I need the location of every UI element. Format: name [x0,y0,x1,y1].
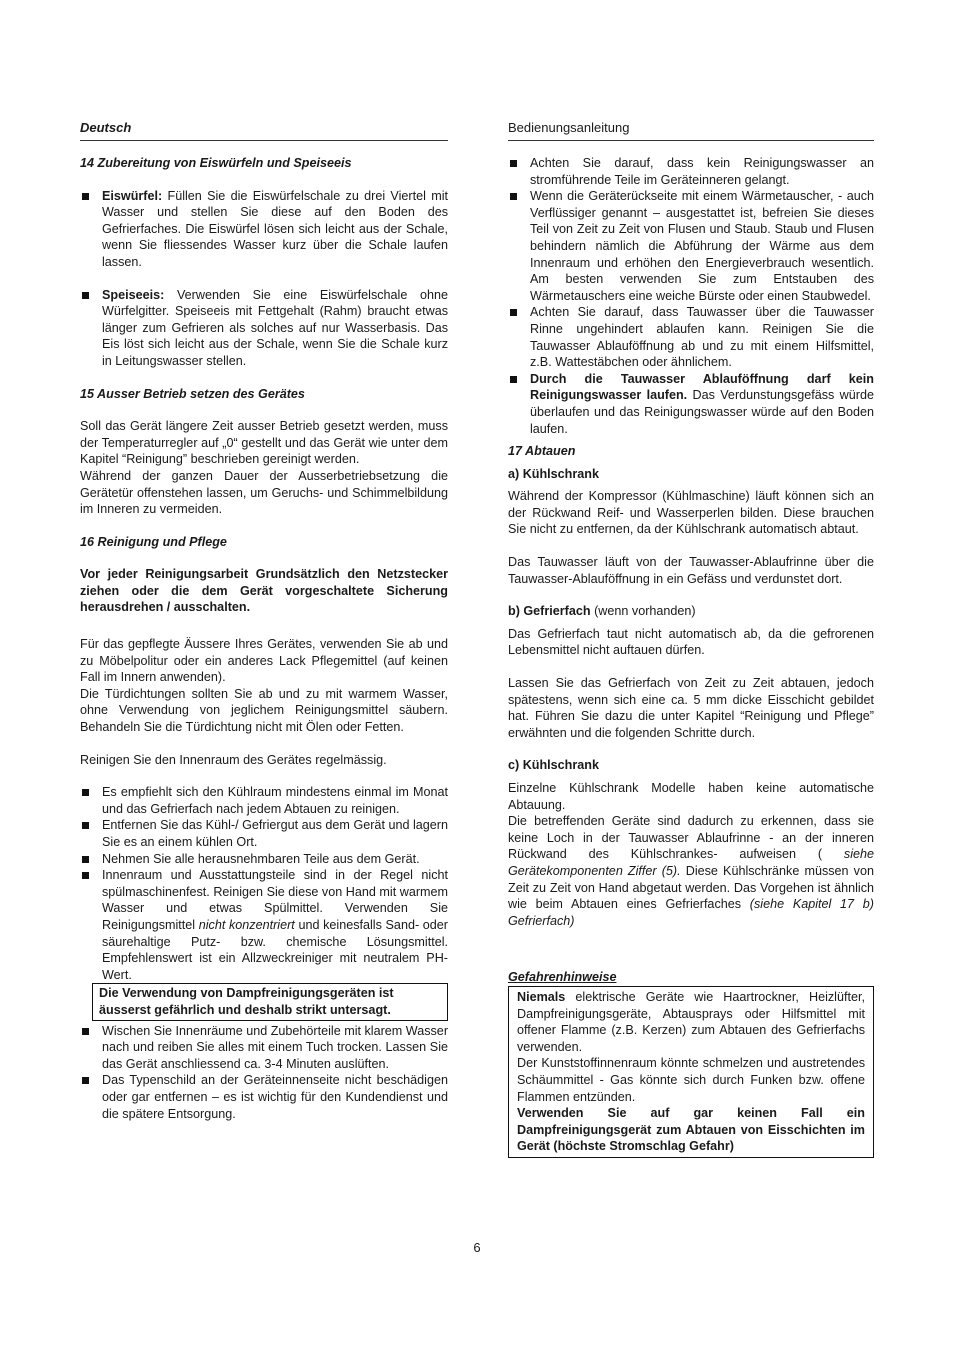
list-item: Nehmen Sie alle herausnehmbaren Teile aus dem Gerät. [80,851,448,868]
list-item: Es empfiehlt sich den Kühlraum mindestens einmal im Monat und das Gefrierfach nach jedem Abtauen zu reinigen. [80,784,448,817]
section-16-paragraph: Die Türdichtungen sollten Sie ab und zu mit warmem Wasser, ohne Verwendung von jeglichem Reinigungsmittel säubern. Behandeln Sie die Türdichtung nicht mit Ölen oder Fetten. [80,686,448,735]
list-text: Innenraum und Ausstattungsteile sind in der Regel nicht spülmaschinenfest. Reinigen Sie diese von Hand mit warmem Wasser und etwas Spülmittel. Verwenden Sie Reinigungsmittel [102,868,448,932]
cream-text: Verwenden Sie eine Eiswürfelschale ohne Würfelgitter. Speiseeis mit Fettgehalt (Rahm) braucht etwas länger zum Gefrieren als solches auf nur Wasserbasis. Das Eis löst sich leicht aus der Schale, wenn Sie die Schale kurz in Leitungswasser stellen. [102,287,448,368]
ice-label: Eiswürfel: [102,188,163,203]
list-item [80,867,448,983]
hazards-box [508,986,874,1158]
cleaning-list [508,155,874,437]
section-15-paragraph: Soll das Gerät längere Zeit ausser Betrieb gesetzt werden, muss der Temperaturregler auf „0“ gestellt und das Gerät wie unter dem Kapitel “Reinigung” beschrieben gereinigt werden. [80,419,448,467]
section-15-paragraph: Während der ganzen Dauer der Ausserbetriebsetzung die Gerätetür offenstehen lassen, um Geruchs- und Schimmelbildung im Inneren zu vermeiden. [80,468,448,517]
section-14-list [80,188,448,370]
list-item: Achten Sie darauf, dass Tauwasser über die Tauwasser Rinne ungehindert ablaufen kann. Reinigen Sie die Tauwasser Ablauföffnung ab und zu mit einem Hilfsmittel, z.B. Wattestäbchen oder ähnlichem. [508,304,874,370]
section-17b-title [508,603,874,620]
list-text-italic: nicht konzentriert [198,917,295,932]
cream-label: Speiseeis: [102,287,165,302]
list-item: Wischen Sie Innenräume und Zubehörteile mit klarem Wasser nach und reiben Sie alles mit einem Tuch trocken. Lassen Sie das Gerät anschliessend ca. 3-4 Minuten auslüften. [80,1023,448,1073]
section-17-title: 17 Abtauen [508,444,576,459]
section-16-warning: Vor jeder Reinigungsarbeit Grundsätzlich den Netzstecker ziehen oder die dem Gerät vorgeschaltete Sicherung herausdrehen / ausschalten. [80,567,448,615]
hazards-paragraph-bold: Verwenden Sie auf gar keinen Fall ein Dampfreinigungsgerät zum Abtauen von Eisschichten im Gerät (höchste Stromschlag Gefahr) [517,1106,865,1154]
section-16-paragraph: Für das gepflegte Äussere Ihres Gerätes, verwenden Sie ab und zu Möbelpolitur oder ein anderes Lack Pflegemittel (auf keinen Fall im Innern anwenden). [80,637,448,685]
hazards-title: Gefahrenhinweise [508,970,617,985]
page-number: 6 [473,1240,481,1255]
section-15-title: 15 Ausser Betrieb setzen des Gerätes [80,386,305,401]
list-item [80,287,448,370]
right-column [508,120,874,1158]
section-17b-title-bold: b) Gefrierfach [508,604,591,619]
list-item: Wenn die Geräterückseite mit einem Wärmetauscher, - auch Verflüssiger genannt – ausgestattet ist, befreien Sie dieses Teil von Zeit zu Zeit von Flusen und Staub. Staub und Flusen behindern nämlich die Abführung der Wärme aus dem Innenraum und erhöhen den Energieverbrauch wesentlich. Am besten verwenden Sie zum Entstauben des Wärmetauschers eine weiche Bürste oder einen Staubwedel. [508,188,874,304]
text-run-italic: (siehe Kapitel 17 b) Gefrierfach) [508,897,874,928]
hazards-bold: Niemals [517,989,566,1004]
section-16-list-continued [80,1023,448,1123]
section-16-list [80,784,448,983]
header-manual: Bedienungsanleitung [508,120,874,141]
list-item [80,188,448,271]
text-run: Diese Kühlschränke müssen von Zeit zu Zeit von Hand abgetaut werden. Das Vorgehen ist ähnlich wie beim Abtauen eines Gefrierfaches [508,863,874,912]
section-16-paragraph: Reinigen Sie den Innenraum des Gerätes regelmässig. [80,752,387,767]
section-17a-paragraph: Während der Kompressor (Kühlmaschine) läuft können sich an der Rückwand Reif- und Wasserperlen bilden. Diese brauchen Sie nicht zu entfernen, da der Kühlschrank automatisch abtaut. [508,489,874,537]
section-16-title: 16 Reinigung und Pflege [80,534,227,549]
section-17a-title: a) Kühlschrank [508,466,599,481]
list-text-bold: Durch die Tauwasser Ablauföffnung darf kein Reinigungswasser laufen. [530,371,874,403]
steam-warning-box: Die Verwendung von Dampfreinigungsgeräten ist äusserst gefährlich und deshalb strikt untersagt. [92,983,448,1020]
section-17a-paragraph: Das Tauwasser läuft von der Tauwasser-Ablaufrinne über die Tauwasser-Ablauföffnung in ein Gefäss und verdunstet dort. [508,555,874,586]
section-17c-paragraph [508,813,874,929]
ice-text: Füllen Sie die Eiswürfelschale zu drei Viertel mit Wasser und stellen Sie diese auf den Boden des Gefrierfaches. Die Eiswürfel lösen sich leicht aus der Schale, wenn Sie fliessendes Wasser kurz über die Schale laufen lassen. [102,188,448,269]
list-text: Das Verdunstungsgefäss würde überlaufen und das Reinigungswasser würde auf den Boden laufen. [530,388,874,436]
hazards-text: elektrische Geräte wie Haartrockner, Heizlüfter, Dampfreinigungsgeräte, Abtausprays oder Hilfsmittel mit offener Flamme (z.B. Kerzen) zum Abtauen des Gefrierfachs verwenden. [517,989,865,1054]
text-run-italic: siehe Gerätekomponenten Ziffer (5). [508,847,874,878]
left-column [80,120,448,1138]
text-run: Die betreffenden Geräte sind dadurch zu erkennen, dass sie keine Loch in der Tauwasser Ablaufrinne - an der inneren Rückwand des Kühlschrankes- aufweisen ( [508,814,874,862]
hazards-paragraph: Der Kunststoffinnenraum könnte schmelzen und austretendes Schäummittel - Gas könnte sich durch Funken bzw. offene Flammen entzünden. [517,1056,865,1104]
section-17c-title: c) Kühlschrank [508,758,599,773]
section-17b-paragraph: Das Gefrierfach taut nicht automatisch ab, da die gefrorenen Lebensmittel nicht auftauen dürfen. [508,626,874,658]
list-item: Entfernen Sie das Kühl-/ Gefriergut aus dem Gerät und lagern Sie es an einem kühlen Ort. [80,817,448,850]
section-17b-title-note: (wenn vorhanden) [590,604,696,619]
hazards-paragraph [517,989,865,1055]
list-item: Achten Sie darauf, dass kein Reinigungswasser an stromführende Teile im Geräteinneren gelangt. [508,155,874,188]
list-item: Das Typenschild an der Geräteinnenseite nicht beschädigen oder gar entfernen – es ist wichtig für den Kundendienst und die spätere Entsorgung. [80,1072,448,1122]
list-item [508,371,874,437]
header-language: Deutsch [80,120,448,141]
section-17c-paragraph: Einzelne Kühlschrank Modelle haben keine automatische Abtauung. [508,781,874,812]
list-text: und keinesfalls Sand- oder säurehaltige Putz- bzw. chemische Lösungsmittel. Empfehlenswert ist ein Allzweckreiniger mit neutralem PH-Wert. [102,917,448,982]
section-17b-paragraph: Lassen Sie das Gefrierfach von Zeit zu Zeit abtauen, jedoch spätestens, wenn sich eine ca. 5 mm dicke Eisschicht gebildet hat. Führen Sie dazu die unter Kapitel “Reinigung und Pflege” erwähnten und die folgenden Schritte durch. [508,676,874,740]
section-14-title: 14 Zubereitung von Eiswürfeln und Speiseeis [80,156,352,170]
